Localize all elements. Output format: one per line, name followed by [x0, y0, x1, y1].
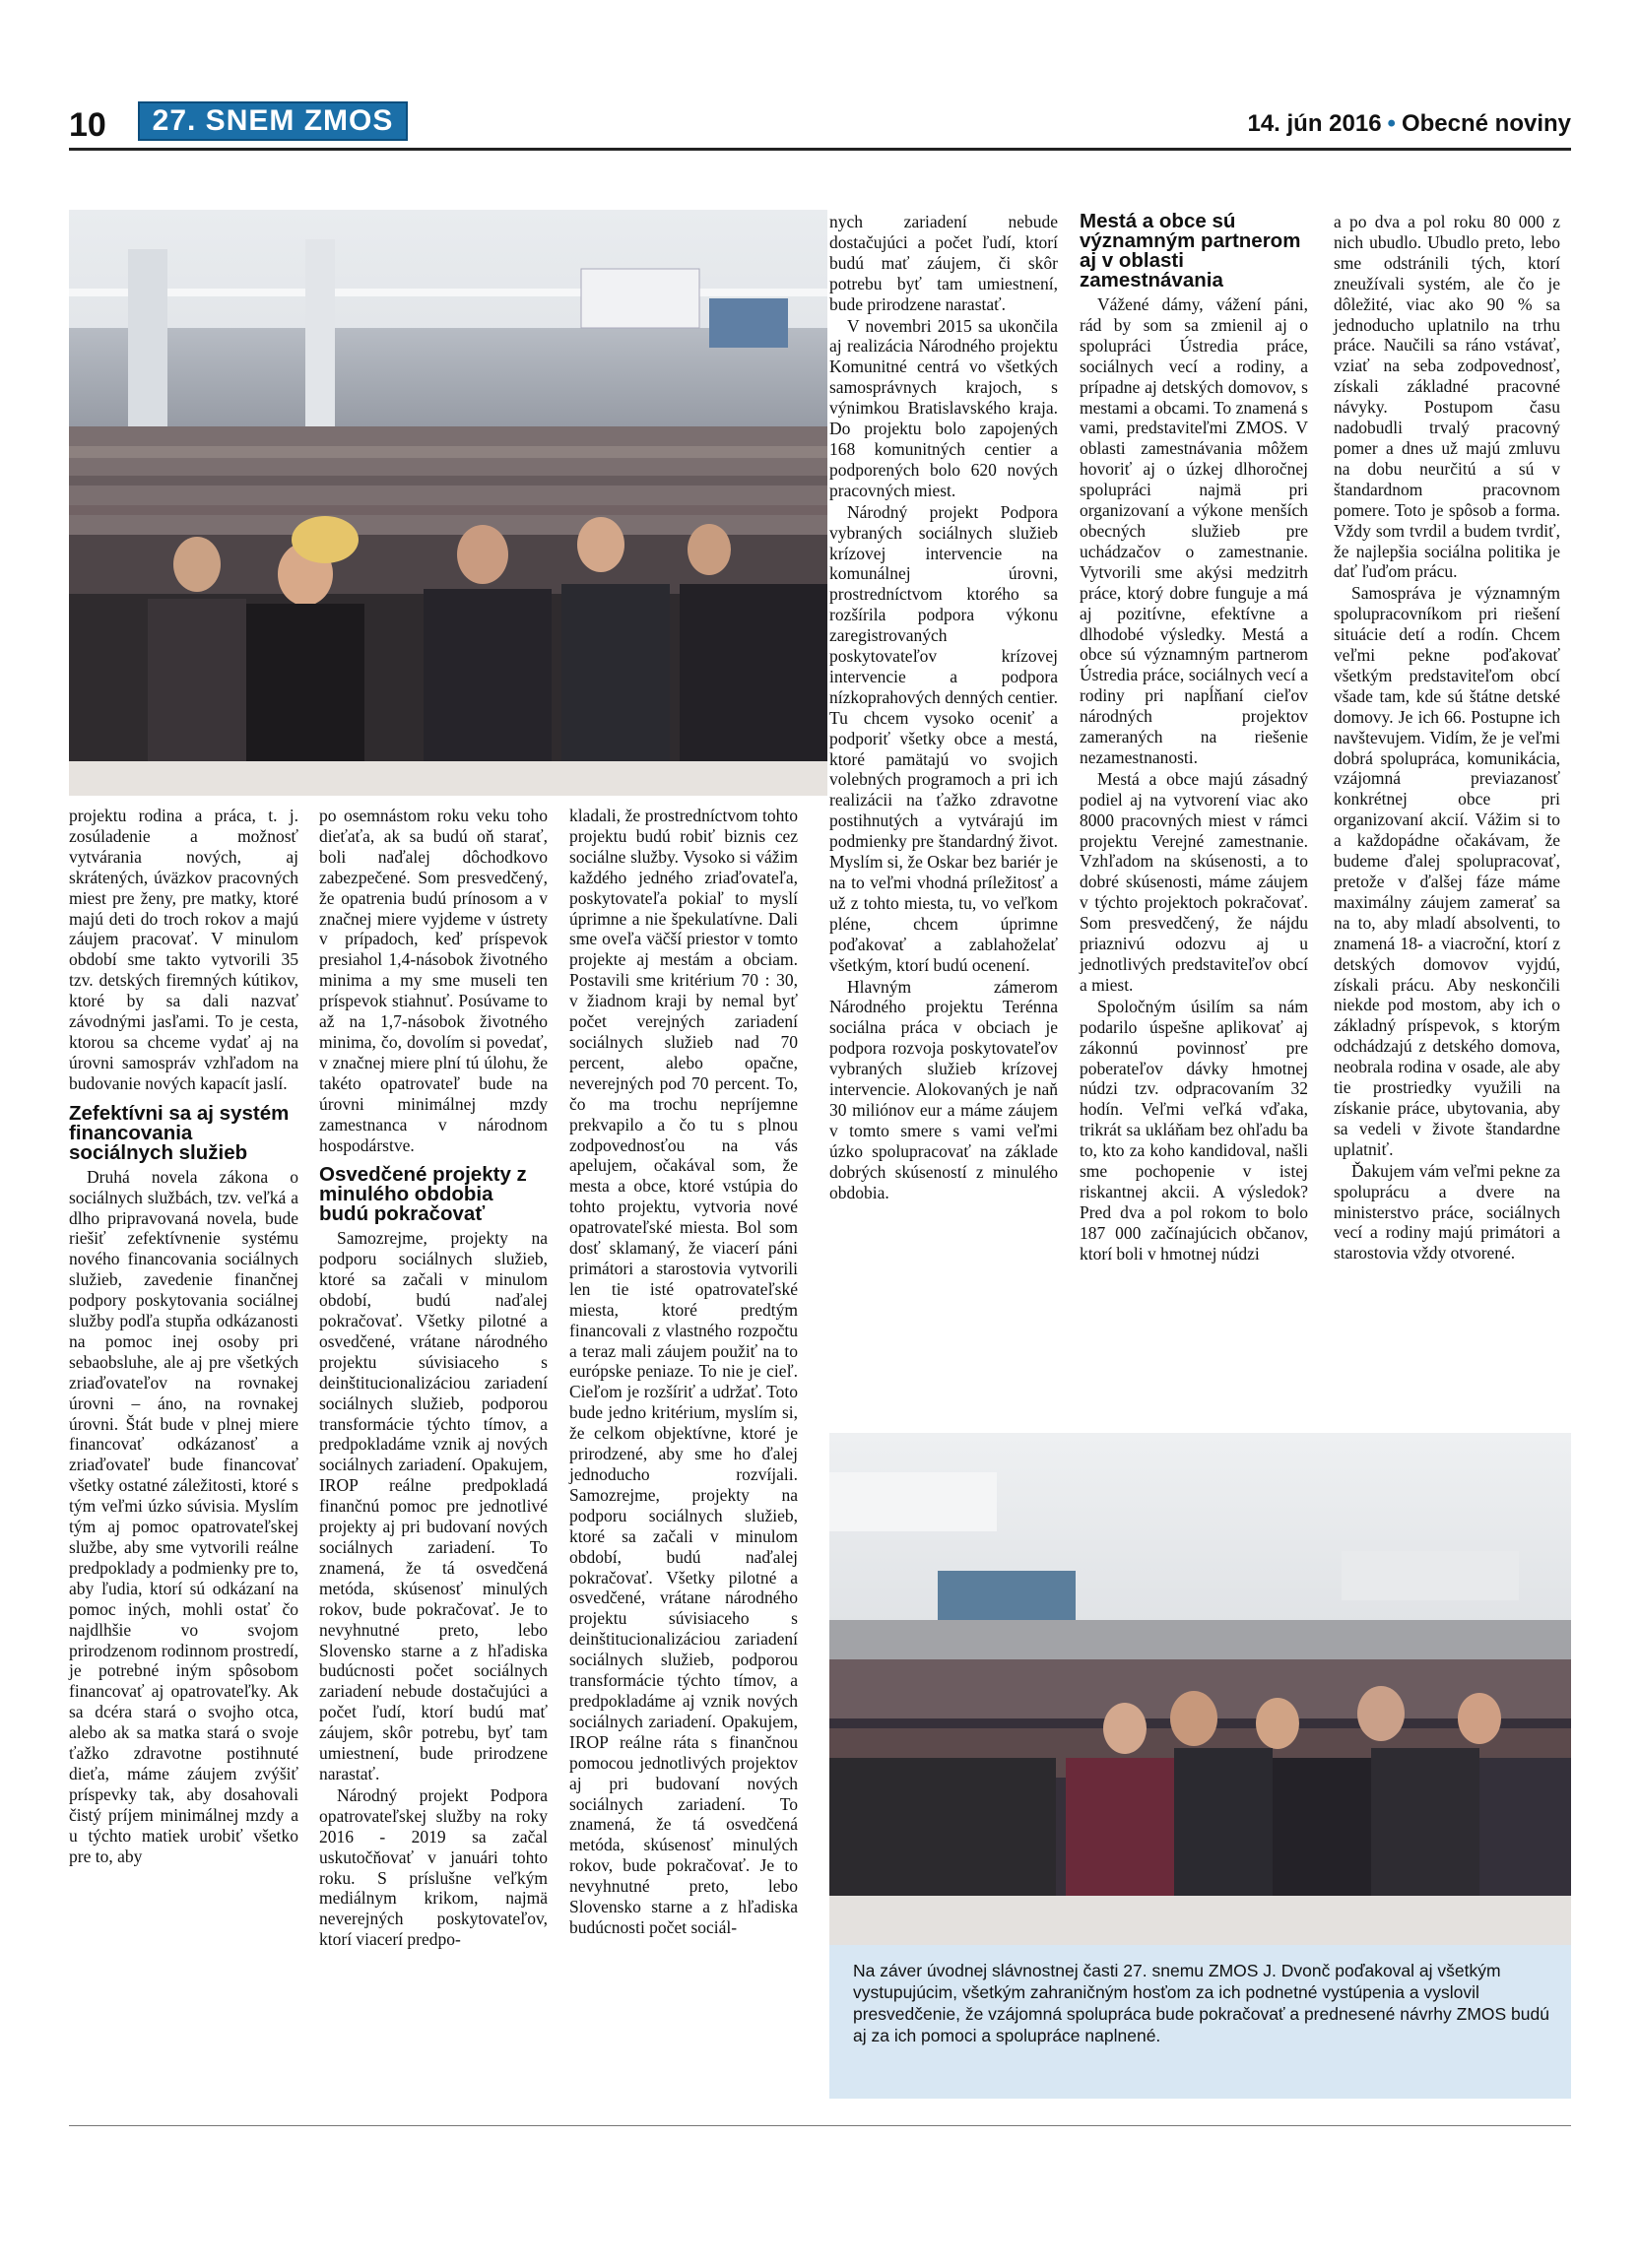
- article-column-5: [1080, 212, 1308, 1265]
- photo-caption: Na záver úvodnej slávnostnej časti 27. snemu ZMOS J. Dvonč poďakoval aj všetkým vystupujúcim, všetkým zahraničným hosťom za ich podnetné vystúpenia a vyslovil presvedčenie, že vzájomná spolupráca bude pokračovať a prednesené návrhy ZMOS budú aj za ich pomoci a spolupráce naplnené.: [853, 1961, 1549, 2045]
- conference-audience-photo-bottom: [829, 1433, 1571, 1945]
- paragraph: Samospráva je významným spolupracovníkom pri riešení situácie detí a rodín. Chcem veľmi pekne poďakovať všetkým predstaviteľom obcí všade tam, kde sú štátne detské domovy. Je ich 66. Postupne ich navštevujem. Vidím, že je veľmi dobrá spolupráca, komunikácia, vzájomná previazanosť konkrétnej obce pri organizovaní akcií. Vážim si to a každopádne očakávam, že budeme ďalej spolupracovať, pretože v ďalšej fáze máme maximálny záujem zamerať sa na to, aby mladí absolventi, to znamená 18- a viacroční, ktorí z detských domovov vyjdú, získali prácu. Aby neskončili niekde pod mostom, aby ich o základný príspevok, s ktorým odchádzajú z detského domova, neobrala rodina v osade, ale aby tie prostriedky využili na získanie práce, ubytovania, aby sa vedeli v živote štandardne uplatniť.: [1334, 583, 1560, 1159]
- paragraph: a po dva a pol roku 80 000 z nich ubudlo. Ubudlo preto, lebo sme odstránili tých, ktorí zneužívali systém, ale čo je dôležité, viac ako 90 % sa jednoducho uplatnilo na trhu práce. Naučili sa ráno vstávať, vziať na seba zodpovednosť, získali základné pracovné návyky. Postupom času nadobudli trvalý pracovný pomer a dnes už majú zmluvu na dobu neurčitú a sú v štandardnom pracovnom pomere. Toto je spôsob a forma. Vždy som tvrdil a budem tvrdiť, že najlepšia sociálna politika je dať ľuďom prácu.: [1334, 212, 1560, 582]
- paragraph: projektu rodina a práca, t. j. zosúladenie a možnosť vytvárania nových, aj skrátených, úväzkov pracovných miest pre ženy, pre matky, ktoré majú deti do troch rokov a majú záujem pracovať. V minulom období sme takto vytvorili 35 tzv. detských firemných kútikov, ktoré by sa dali nazvať závodnými jasľami. To je cesta, ktorou sa chceme vydať aj na úrovni samospráv vzhľadom na budovanie nových kapacít jaslí.: [69, 806, 298, 1093]
- article-column-6: [1334, 212, 1560, 1264]
- header-rule: [69, 148, 1571, 151]
- paragraph: V novembri 2015 sa ukončila aj realizácia Národného projektu Komunitné centrá vo všetkých samosprávnych krajoch, s výnimkou Bratislavského kraja. Do projektu bolo zapojených 168 komunitných centier a podporených bolo 620 nových pracovných miest.: [829, 315, 1058, 500]
- article-column-2: [319, 806, 548, 1951]
- issue-info: [1247, 110, 1571, 138]
- paragraph: Spoločným úsilím sa nám podarilo úspešne aplikovať aj zákonnú povinnosť pre poberateľov dávky hmotnej núdzi tzv. odpracovaním 32 hodín. Veľmi veľká vďaka, trikrát sa ukláňam bez ohľadu ba to, kto za koho kandidoval, našli sme pochopenie v istej riskantnej akcii. A výsledok? Pred dva a pol rokom to bolo 187 000 začínajúcich občanov, ktorí boli v hmotnej núdzi: [1080, 996, 1308, 1264]
- subheading: Mestá a obce sú významným partnerom aj v oblasti zamestnávania: [1080, 210, 1301, 292]
- article-column-4: [829, 212, 1058, 1204]
- article-column-3: [569, 806, 798, 1939]
- conference-audience-photo-icon: [829, 1433, 1571, 1945]
- conference-audience-photo-icon: [69, 210, 827, 796]
- section-title: 27. SNEM ZMOS: [152, 104, 394, 137]
- separator-dot-icon: •: [1387, 110, 1396, 137]
- subheading: Zefektívni sa aj systém financovania sociálnych služieb: [69, 1101, 290, 1164]
- paragraph: nych zariadení nebude dostačujúci a počet ľudí, ktorí budú mať záujem, či skôr potrebu byť tam umiestnení, bude prirodzene narastať.: [829, 212, 1058, 314]
- paragraph: kladali, že prostredníctvom tohto projektu budú robiť biznis cez sociálne služby. Vysoko si vážim každého jedného zriaďovateľa, poskytovateľa pokiaľ to myslí úprimne a nie špekulatívne. Dali sme oveľa väčší priestor v tomto projekte aj mestám a obciam. Postavili sme kritérium 70 : 30, v žiadnom kraji by nemal byť počet verejných zariadení sociálnych služieb nad 70 percent, alebo opačne, neverejných pod 70 percent. To, čo ma trochu nepríjemne prekvapilo a čo tu s plnou zodpovednosťou na vás apelujem, očakával som, že mesta a obce, ktoré vstúpia do tohto projektu, vytvoria nové opatrovateľské miesta. Bol som dosť sklamaný, že viacerí páni primátori a starostovia vytvorili len tie isté opatrovateľské miesta, ktoré predtým financovali z vlastného rozpočtu a teraz mali záujem použiť na to európske peniaze. To nie je cieľ. Cieľom je rozšíriť a udržať. Toto bude jedno kritérium, myslím si, že celkom objektívne, ktoré je prirodzené, aby sme ho ďalej jednoducho rozvíjali. Samozrejme, projekty na podporu sociálnych služieb, ktoré sa začali v minulom období, budú naďalej pokračovať. Všetky pilotné a osvedčené, vrátane národného projektu súvisiaceho s deinštitucionalizáciou zariadení sociálnych služieb, podporou transformácie týchto tímov, a predpokladáme aj vznik nových sociálnych zariadení. Opakujem, IROP reálne ráta s finančnou pomocou jednotlivých projektov aj pri budovaní nových sociálnych zariadení. To znamená, že tá osvedčená metóda, skúsenosť minulých rokov, bude pokračovať. Je to nevyhnutné preto, lebo Slovensko starne a z hľadiska budúcnosti počet sociál-: [569, 806, 798, 1937]
- paragraph: Ďakujem vám veľmi pekne za spoluprácu a dvere na ministerstvo práce, sociálnych vecí a rodiny majú primátori a starostovia vždy otvorené.: [1334, 1160, 1560, 1264]
- paragraph: Mestá a obce majú zásadný podiel aj na vytvorení viac ako 8000 pracovných miest v rámci projektu Verejné zamestnanie. Vzhľadom na skúsenosti, a to dobré skúsenosti, máme záujem v týchto projektoch pokračovať. Som presvedčený, že nájdu priaznivú odozvu aj u jednotlivých predstaviteľov obcí a miest.: [1080, 768, 1308, 995]
- paragraph: Samozrejme, projekty na podporu sociálnych služieb, ktoré sa začali v minulom období, budú naďalej pokračovať. Všetky pilotné a osvedčené, vrátane národného projektu súvisiaceho s deinštitucionalizáciou zariadení sociálnych služieb, podporou transformácie týchto tímov, a predpokladáme vznik aj nových sociálnych zariadení. Opakujem, IROP reálne predpokladá finančnú pomoc pre jednotlivé projekty aj pri budovaní nových sociálnych zariadení. To znamená, že tá osvedčená metóda, skúsenosť minulých rokov, bude pokračovať. Je to nevyhnutné preto, lebo Slovensko starne a z hľadiska budúcnosti počet sociálnych zariadení nebude dostačujúci a počet ľudí, ktorí budú mať záujem, skôr potrebu, byť tam umiestnení, bude prirodzene narastať.: [319, 1228, 548, 1783]
- subheading: Osvedčené projekty z minulého obdobia budú pokračovať: [319, 1163, 527, 1226]
- article-column-1: [69, 806, 298, 1868]
- paragraph: po osemnástom roku veku toho dieťaťa, ak sa budú oň starať, boli naďalej dôchodkovo zabezpečené. Som presvedčený, že opatrenia budú prínosom a v značnej miere vyjdeme v ústrety v prípadoch, keď príspevok presiahol 1,4-násobok životného minima a my sme museli ten príspevok stiahnuť. Posúvame to až na 1,7-násobok životného minima, čo, dovolím si povedať, v značnej miere plní tú úlohu, že takéto opatrovateľ bude na úrovni minimálnej mzdy zamestnanca v národnom hospodárstve.: [319, 806, 548, 1155]
- issue-date: 14. jún 2016: [1247, 110, 1382, 137]
- paragraph: Národný projekt Podpora vybraných sociálnych služieb krízovej intervencie na komunálnej úrovni, prostredníctvom ktorého sa rozšírila podpora výkonu zaregistrovaných poskytovateľov krízovej intervencie a podpora nízkoprahových denných centier. Tu chcem vysoko oceniť a podporiť všetky obce a mestá, ktoré pamätajú vo svojich volebných programoch a pri ich realizácii na ťažko zdravotne postihnutých a vytvárajú im podmienky pre štandardný život. Myslím si, že Oskar bez bariér je na to veľmi vhodná príležitosť a už z tohto miesta, tu, vo veľkom pléne, chcem úprimne poďakovať a zablahoželať všetkým, ktorí budú ocenení.: [829, 501, 1058, 975]
- page-number: 10: [69, 106, 106, 144]
- paragraph: Národný projekt Podpora opatrovateľskej služby na roky 2016 - 2019 sa začal uskutočňovať v januári tohto roku. S príslušne veľkým mediálnym krikom, najmä neverejných poskytovateľov, ktorí viacerí predpo-: [319, 1784, 548, 1950]
- footer-rule: [69, 2125, 1571, 2126]
- conference-audience-photo-top: [69, 210, 827, 796]
- publication-name: Obecné noviny: [1401, 110, 1571, 137]
- paragraph: Vážené dámy, vážení páni, rád by som sa zmienil aj o spolupráci Ústredia práce, sociálnych vecí a rodiny, a prípadne aj detských domovov, s mestami a obcami. To znamená s vami, predstaviteľmi ZMOS. V oblasti zamestnávania môžem hovoriť aj o úzkej dlhoročnej spolupráci najmä pri organizovaní a výkone menších obecných služieb pre uchádzačov o zamestnanie. Vytvorili sme akýsi medzitrh práce, ktorý dobre funguje a má aj pozitívne, efektívne a dlhodobé výsledky. Mestá a obce sú významným partnerom Ústredia práce, sociálnych vecí a rodiny pri napĺňaní cieľov národných projektov zameraných na riešenie nezamestnanosti.: [1080, 294, 1308, 767]
- paragraph: Druhá novela zákona o sociálnych službách, tzv. veľká a dlho pripravovaná novela, bude riešiť zefektívnenie systému nového financovania sociálnych služieb, zavedenie finančnej podpory poskytovania sociálnej služby podľa stupňa odkázanosti na pomoc inej osoby pri sebaobsluhe, ale aj pre všetkých zriaďovateľov na rovnakej úrovni – áno, na rovnakej úrovni. Štát bude v plnej miere financovať odkázanosť a zriaďovateľ bude financovať všetky ostatné záležitosti, ktoré s tým veľmi úzko súvisia. Myslím tým aj pomoc opatrovateľskej službe, aby sme vytvorili reálne predpoklady a podmienky pre to, aby ľudia, ktorí sú odkázaní na pomoc iných, mohli ostať čo najdlhšie vo svojom prirodzenom rodinnom prostredí, je potrebné iným spôsobom financovať aj opatrovateľky. Ak sa dcéra stará o svojho otca, alebo ak sa matka stará o svoje ťažko zdravotne postihnuté dieťa, máme záujem zvýšiť príspevky tak, aby dosahovali čistý príjem minimálnej mzdy a u týchto matiek urobiť všetko pre to, aby: [69, 1166, 298, 1866]
- paragraph: Hlavným zámerom Národného projektu Terénna sociálna práca v obciach je podpora rozvoja poskytovateľov vybraných služieb krízovej intervencie. Alokovaných je naň 30 miliónov eur a máme záujem v tomto smere s vami veľmi úzko spolupracovať na základe dobrých skúseností z minulého obdobia.: [829, 976, 1058, 1202]
